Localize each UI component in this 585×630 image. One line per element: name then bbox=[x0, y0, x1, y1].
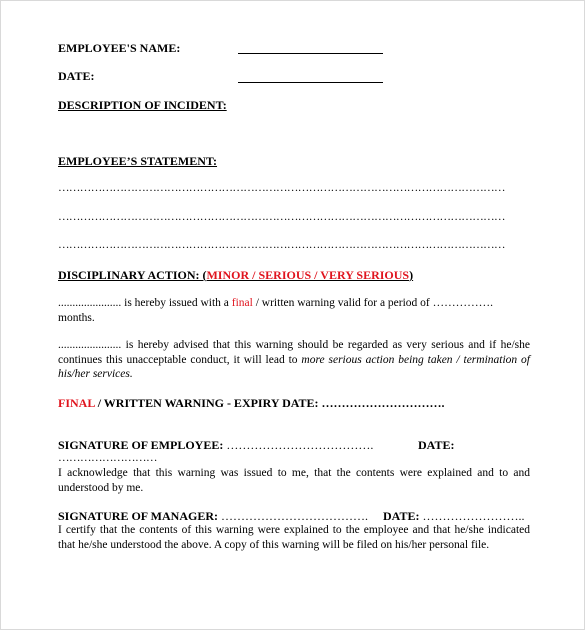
employee-date-label: DATE: bbox=[418, 438, 455, 452]
statement-heading: EMPLOYEE’S STATEMENT: bbox=[58, 154, 218, 168]
employee-name-field[interactable] bbox=[238, 53, 383, 54]
employee-date-field[interactable]: ……………………… bbox=[58, 452, 157, 464]
manager-signature-label: SIGNATURE OF MANAGER: bbox=[58, 509, 222, 523]
statement-dotted-line-3[interactable]: …………………………………………………………………………………………………………… bbox=[58, 239, 505, 251]
date-field[interactable] bbox=[238, 82, 383, 83]
employee-signature-label: SIGNATURE OF EMPLOYEE: bbox=[58, 438, 227, 452]
manager-date-line bbox=[383, 509, 524, 524]
para1-blank[interactable]: ...................... bbox=[58, 297, 122, 309]
employee-signature-field[interactable]: ………………………………. bbox=[226, 438, 374, 452]
para2-blank[interactable]: ...................... bbox=[58, 339, 122, 351]
disciplinary-suffix: ) bbox=[409, 268, 414, 282]
para2-italic: more serious action being taken / termination of his/her services. bbox=[58, 353, 530, 380]
advisory-paragraph bbox=[58, 338, 530, 382]
certification-paragraph: I certify that the contents of this warning were explained to the employee and that he/she indicated that he/she understood the above. A copy of this warning will be filed on his/her personal file. bbox=[58, 524, 530, 551]
statement-dotted-line-1[interactable]: …………………………………………………………………………………………………………… bbox=[58, 182, 505, 194]
manager-signature-line bbox=[58, 509, 368, 524]
expiry-final: FINAL bbox=[58, 396, 95, 410]
warning-issued-paragraph bbox=[58, 296, 530, 325]
employee-signature-line bbox=[58, 438, 373, 453]
expiry-date-field[interactable]: …………………………. bbox=[321, 396, 445, 410]
para1-text-c: months. bbox=[58, 311, 95, 324]
acknowledgement-paragraph: I acknowledge that this warning was issued to me, that the contents were explained and to and understood by me. bbox=[58, 467, 530, 494]
para1-final: final bbox=[231, 297, 253, 309]
manager-date-field[interactable]: …………………….. bbox=[422, 509, 525, 523]
statement-dotted-line-2[interactable]: …………………………………………………………………………………………………………… bbox=[58, 211, 505, 223]
disciplinary-prefix: DISCIPLINARY ACTION: ( bbox=[58, 268, 207, 282]
expiry-date-line bbox=[58, 396, 445, 411]
date-label: DATE: bbox=[58, 69, 95, 83]
para1-text-b: / written warning valid for a period of ……………. bbox=[252, 297, 494, 309]
para2-text-a: is hereby advised that this warning should be regarded as very serious and if he/she continues this unacceptable conduct, it will lead to bbox=[58, 339, 530, 366]
description-heading: DESCRIPTION OF INCIDENT: bbox=[58, 98, 227, 112]
manager-date-label: DATE: bbox=[383, 509, 423, 523]
employee-name-label: EMPLOYEE'S NAME: bbox=[58, 41, 181, 55]
disciplinary-action-heading bbox=[58, 268, 413, 283]
expiry-label: / WRITTEN WARNING - EXPIRY DATE: bbox=[94, 396, 322, 410]
manager-signature-field[interactable]: ………………………………. bbox=[221, 509, 369, 523]
disciplinary-options: MINOR / SERIOUS / VERY SERIOUS bbox=[206, 268, 410, 282]
para1-text-a: is hereby issued with a bbox=[121, 297, 232, 309]
